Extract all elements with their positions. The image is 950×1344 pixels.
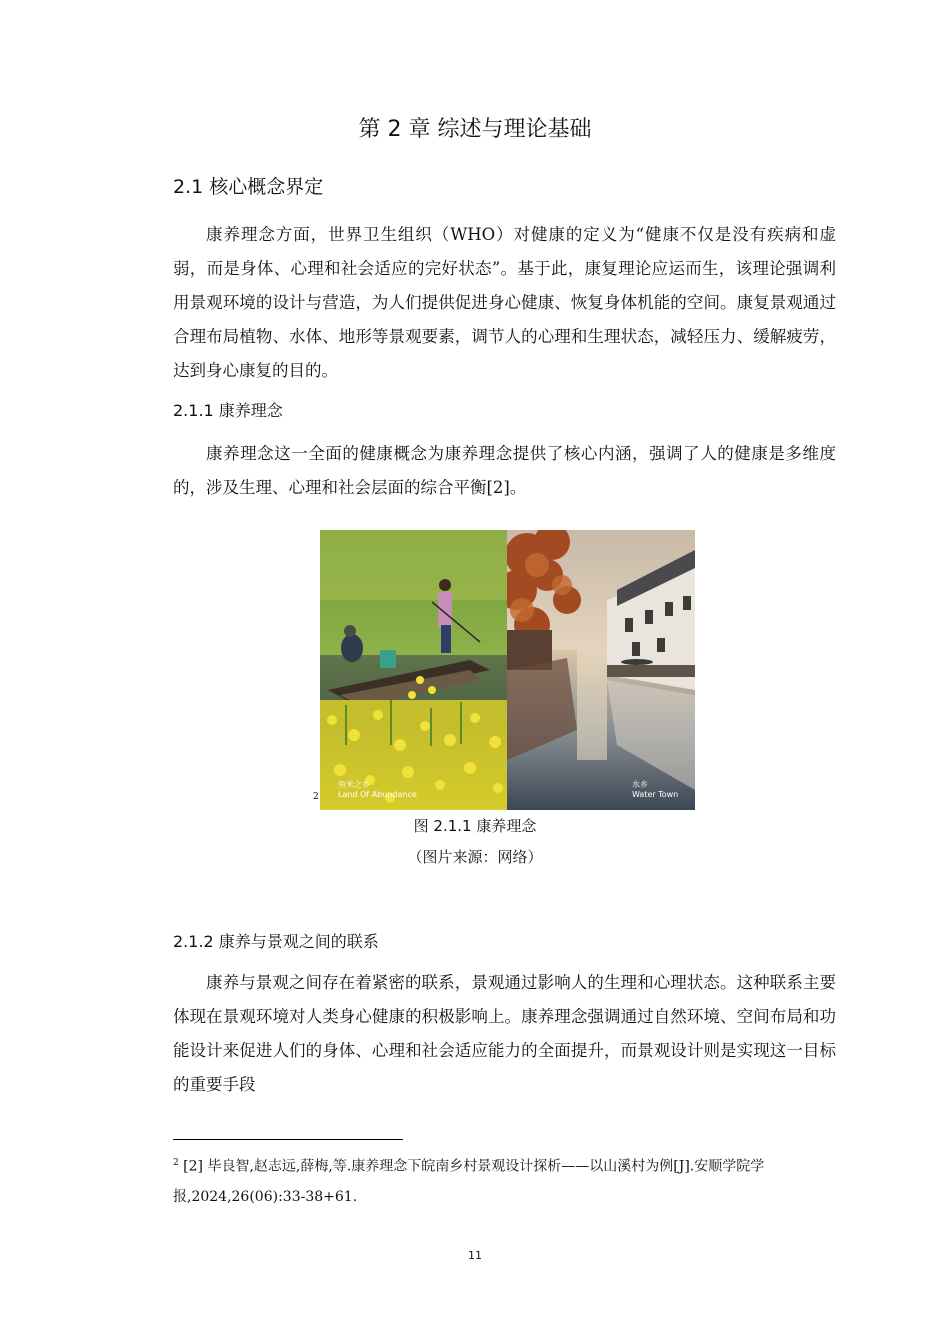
footnote [173, 1148, 836, 1212]
footnote-rule [173, 1139, 403, 1140]
figure-source: （图片来源：网络） [407, 848, 543, 866]
figure-caption: 图 2.1.1 康养理念 [413, 817, 537, 835]
rapeseed-boat-scene [320, 530, 507, 810]
paragraph-landscape-link: 康养与景观之间存在着紧密的联系，景观通过影响人的生理和心理状态。这种联系主要体现在景观环境对人类身心健康的积极影响上。康养理念强调通过自然环境、空间布局和功能设计来促进人们的身体、心理和社会适应能力的全面提升，而景观设计则是实现这一目标的重要手段 [173, 973, 836, 1094]
figure-panel-water-town [507, 530, 695, 810]
subsection-title-kangyang: 2.1.1 康养理念 [173, 401, 283, 420]
figure-image [320, 530, 695, 810]
label-land-of-abundance-en: Land Of Abundance [338, 790, 417, 799]
stray-footnote-marker: 2 [313, 792, 319, 802]
footnote-text: [2] 毕良智,赵志远,薛梅,等.康养理念下皖南乡村景观设计探析——以山溪村为例[J].安顺学院学报,2024,26(06):33-38+61. [173, 1158, 765, 1205]
section-title: 2.1 核心概念界定 [173, 176, 324, 198]
footnote-marker: 2 [173, 1158, 179, 1168]
figure-panel-land-of-abundance [320, 530, 507, 810]
label-water-town-en: Water Town [632, 790, 679, 799]
paragraph-health-definition: 康养理念方面，世界卫生组织（WHO）对健康的定义为“健康不仅是没有疾病和虚弱，而是身体、心理和社会适应的完好状态”。基于此，康复理论应运而生，该理论强调利用景观环境的设计与营造，为人们提供促进身心健康、恢复身体机能的空间。康复景观通过合理布局植物、水体、地形等景观要素，调节人的心理和生理状态，减轻压力、缓解疲劳，达到身心康复的目的。 [173, 225, 836, 380]
label-water-town-cn: 水乡 [632, 780, 648, 789]
subsection-title-landscape-link: 2.1.2 康养与景观之间的联系 [173, 932, 379, 951]
paragraph-kangyang-concept: 康养理念这一全面的健康概念为康养理念提供了核心内涵，强调了人的健康是多维度的，涉及生理、心理和社会层面的综合平衡[2]。 [173, 444, 836, 497]
water-town-canal-scene [507, 530, 695, 810]
chapter-title: 第 2 章 综述与理论基础 [358, 117, 592, 142]
label-land-of-abundance-cn: 鱼米之乡 [338, 780, 370, 789]
page-number: 11 [468, 1249, 482, 1262]
